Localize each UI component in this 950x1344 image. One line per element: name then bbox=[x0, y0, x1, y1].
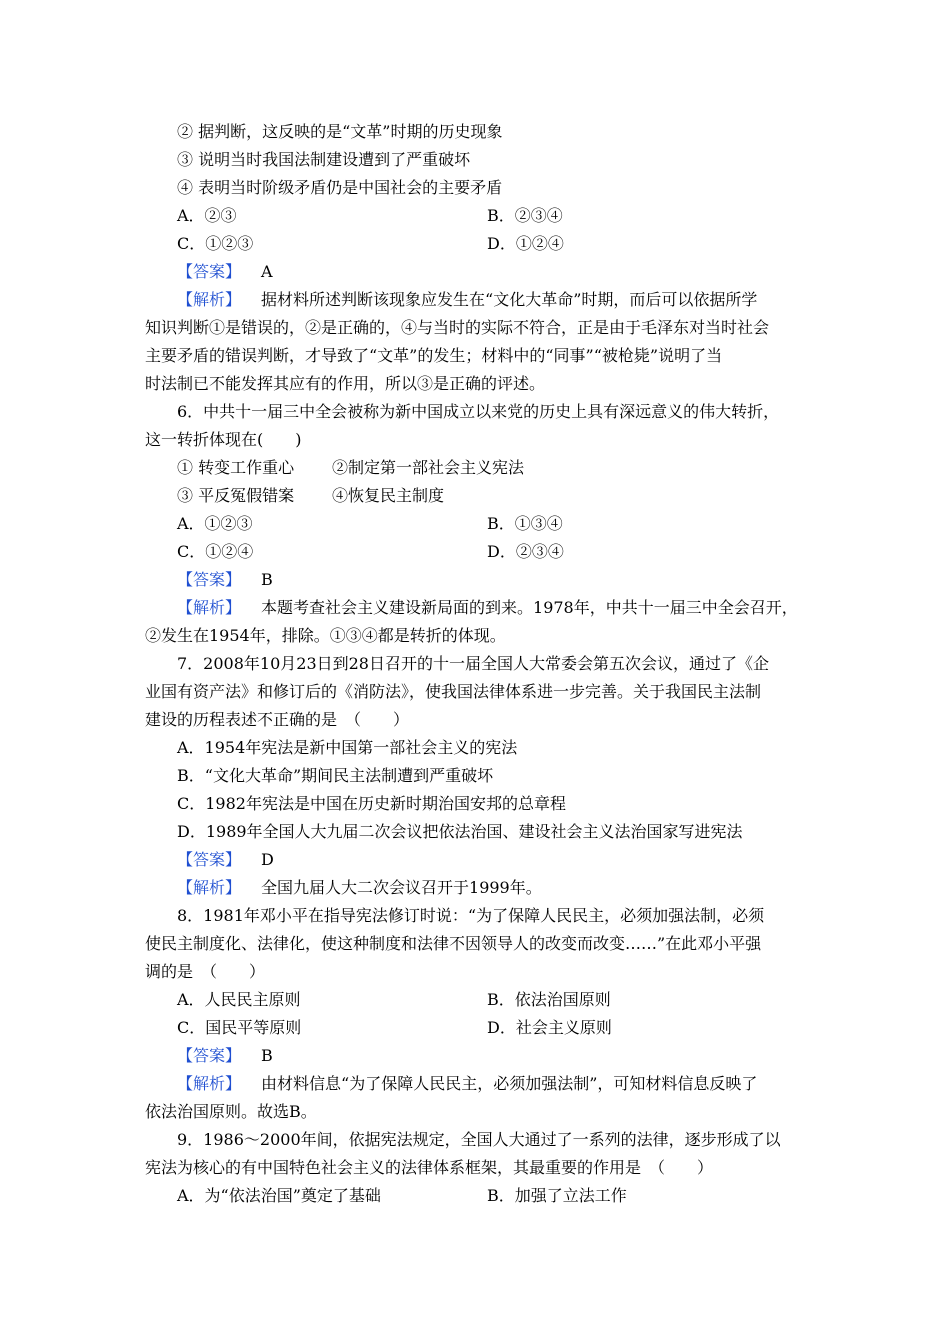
q6-option-d: D．②③④ bbox=[487, 542, 564, 561]
q7-stem-line-1: 7．2008年10月23日到28日召开的十一届全国人大常委会第五次会议，通过了《企 bbox=[177, 654, 769, 673]
q9-option-a: A．为“依法治国”奠定了基础 bbox=[177, 1186, 381, 1205]
q7-stem-line-2: 业国有资产法》和修订后的《消防法》，使我国法律体系进一步完善。关于我国民主法制 bbox=[145, 682, 762, 701]
analysis-text: 由材料信息“为了保障人民民主，必须加强法制”，可知材料信息反映了 bbox=[261, 1074, 758, 1093]
q7-analysis-line-1 bbox=[177, 877, 847, 899]
analysis-text: 本题考查社会主义建设新局面的到来。1978年，中共十一届三中全会召开， bbox=[261, 598, 798, 617]
answer-value: D bbox=[261, 850, 274, 869]
q5-analysis-line-1 bbox=[177, 289, 847, 311]
q5-analysis-line-3: 主要矛盾的错误判断，才导致了“文革”的发生；材料中的“同事”“被枪毙”说明了当 bbox=[145, 346, 723, 365]
q6-answer bbox=[177, 569, 847, 591]
q6-stem-line-1: 6．中共十一届三中全会被称为新中国成立以来党的历史上具有深远意义的伟大转折， bbox=[177, 402, 780, 421]
answer-value: A bbox=[261, 262, 273, 281]
q5-analysis-line-2: 知识判断①是错误的，②是正确的，④与当时的实际不符合，正是由于毛泽东对当时社会 bbox=[145, 318, 770, 337]
q5-item-2: ② 据判断，这反映的是“文革”时期的历史现象 bbox=[177, 122, 503, 141]
q8-analysis-line-2: 依法治国原则。故选B。 bbox=[145, 1102, 317, 1121]
q7-option-b: B．“文化大革命”期间民主法制遭到严重破坏 bbox=[177, 766, 494, 785]
q6-option-a: A．①②③ bbox=[177, 514, 253, 533]
analysis-tag: 【解析】 bbox=[177, 290, 242, 309]
q6-item-1: ① 转变工作重心 bbox=[177, 458, 295, 477]
q8-analysis-line-1 bbox=[177, 1073, 847, 1095]
answer-tag: 【答案】 bbox=[177, 850, 242, 869]
q7-option-d: D．1989年全国人大九届二次会议把依法治国、建设社会主义法治国家写进宪法 bbox=[177, 822, 743, 841]
q6-item-4: ④恢复民主制度 bbox=[332, 486, 445, 505]
q7-answer bbox=[177, 849, 847, 871]
q6-items-row-1 bbox=[177, 457, 847, 479]
q7-option-c: C．1982年宪法是中国在历史新时期治国安邦的总章程 bbox=[177, 794, 566, 813]
q6-items-row-2 bbox=[177, 485, 847, 507]
q6-option-b: B．①③④ bbox=[487, 514, 563, 533]
q9-stem-line-2: 宪法为核心的有中国特色社会主义的法律体系框架，其最重要的作用是 （ ） bbox=[145, 1158, 714, 1177]
analysis-tag: 【解析】 bbox=[177, 878, 242, 897]
q6-analysis-line-1 bbox=[177, 597, 847, 619]
analysis-text: 全国九届人大二次会议召开于1999年。 bbox=[261, 878, 542, 897]
q5-option-b: B．②③④ bbox=[487, 206, 563, 225]
q5-item-4: ④ 表明当时阶级矛盾仍是中国社会的主要矛盾 bbox=[177, 178, 503, 197]
analysis-text: 据材料所述判断该现象应发生在“文化大革命”时期，而后可以依据所学 bbox=[261, 290, 758, 309]
analysis-tag: 【解析】 bbox=[177, 598, 242, 617]
q5-option-d: D．①②④ bbox=[487, 234, 564, 253]
q8-option-b: B．依法治国原则 bbox=[487, 990, 611, 1009]
q7-stem-line-3: 建设的历程表述不正确的是 （ ） bbox=[145, 710, 410, 729]
answer-tag: 【答案】 bbox=[177, 262, 242, 281]
q5-option-a: A．②③ bbox=[177, 206, 237, 225]
q5-item-3: ③ 说明当时我国法制建设遭到了严重破坏 bbox=[177, 150, 471, 169]
q8-option-d: D．社会主义原则 bbox=[487, 1018, 612, 1037]
q6-item-2: ②制定第一部社会主义宪法 bbox=[332, 458, 525, 477]
answer-tag: 【答案】 bbox=[177, 570, 242, 589]
q5-option-c: C．①②③ bbox=[177, 234, 254, 253]
q8-stem-line-1: 8．1981年邓小平在指导宪法修订时说：“为了保障人民民主，必须加强法制，必须 bbox=[177, 906, 765, 925]
q8-stem-line-3: 调的是 （ ） bbox=[145, 962, 266, 981]
q5-answer bbox=[177, 261, 847, 283]
q9-stem-line-1: 9．1986～2000年间，依据宪法规定，全国人大通过了一系列的法律，逐步形成了以 bbox=[177, 1130, 781, 1149]
q6-stem-line-2: 这一转折体现在( ) bbox=[145, 430, 302, 449]
q6-analysis-line-2: ②发生在1954年，排除。①③④都是转折的体现。 bbox=[145, 626, 506, 645]
answer-value: B bbox=[261, 570, 273, 589]
q7-option-a: A．1954年宪法是新中国第一部社会主义的宪法 bbox=[177, 738, 518, 757]
q8-answer bbox=[177, 1045, 847, 1067]
q6-item-3: ③ 平反冤假错案 bbox=[177, 486, 295, 505]
q8-stem-line-2: 使民主制度化、法律化，使这种制度和法律不因领导人的改变而改变……”在此邓小平强 bbox=[145, 934, 762, 953]
q9-option-b: B．加强了立法工作 bbox=[487, 1186, 627, 1205]
q8-option-a: A．人民民主原则 bbox=[177, 990, 301, 1009]
q6-option-c: C．①②④ bbox=[177, 542, 254, 561]
q8-option-c: C．国民平等原则 bbox=[177, 1018, 302, 1037]
analysis-tag: 【解析】 bbox=[177, 1074, 242, 1093]
answer-value: B bbox=[261, 1046, 273, 1065]
answer-tag: 【答案】 bbox=[177, 1046, 242, 1065]
q5-analysis-line-4: 时法制已不能发挥其应有的作用，所以③是正确的评述。 bbox=[145, 374, 546, 393]
